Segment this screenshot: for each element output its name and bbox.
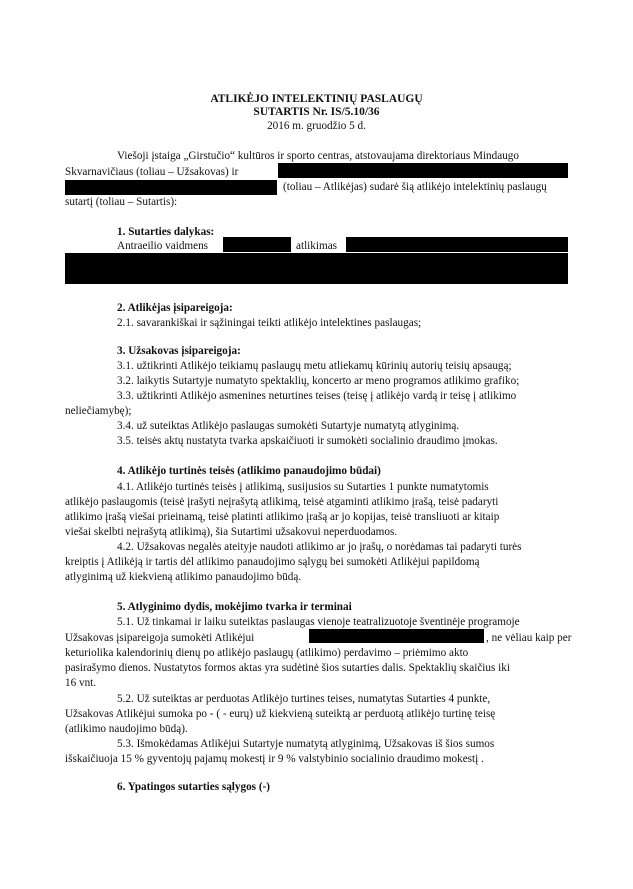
section-5-2-line-1: 5.2. Už suteiktas ar perduotas Atlikėjo turtines teises, numatytas Sutarties 4 punkte, [117, 693, 491, 705]
section-4-1-line-1: 4.1. Atlikėjo turtinės teisės į atlikimą, susijusios su Sutarties 1 punkte numatytomis [117, 481, 489, 493]
section-2-item-1: 2.1. savarankiškai ir sąžiningai teikti atlikėjo intelektines paslaugas; [117, 317, 422, 329]
section-4-2-line-3: atlyginimą už kiekvieną atlikimo panaudojimo būdą. [65, 571, 302, 583]
section-4-2-line-2: kreiptis į Atlikėją ir tartis dėl atlikimo panaudojimo sąlygų bei sumokėti Atlikėjui papildomą [65, 556, 480, 568]
intro-line-4: sutartį (toliau – Sutartis): [65, 196, 178, 208]
section-3-item-5: 3.5. teisės aktų nustatyta tvarka apskaičiuoti ir sumokėti socialinio draudimo įmokas. [117, 435, 498, 447]
section-3-item-3-cont: neliečiamybę); [65, 405, 132, 417]
section-4-heading: 4. Atlikėjo turtinės teisės (atlikimo panaudojimo būdai) [117, 465, 381, 477]
section-4-1-line-3: atlikimo įrašą viešai prieinamą, teisė platinti atlikimo įrašą ar jo kopijas, teisė transliuoti ar kitaip [65, 511, 500, 523]
section-5-1-line-4: pasirašymo dienos. Nustatytos formos aktas yra sudėtinė šios sutarties dalis. Spektaklių skaičius iki [65, 662, 510, 674]
section-3-heading: 3. Užsakovas įsipareigoja: [117, 345, 241, 357]
section-5-3-line-2: išskaičiuoja 15 % gyventojų pajamų mokestį ir 9 % valstybinio socialinio draudimo mokestį . [65, 753, 484, 765]
section-1-text-b: atlikimas [296, 240, 338, 252]
intro-line-1: Viešoji įstaiga „Girstučio“ kultūros ir sporto centras, atstovaujama direktoriaus Mindaugo [117, 150, 519, 162]
section-3-item-1: 3.1. užtikrinti Atlikėjo teikiamų paslaugų metu atliekamų kūrinių autorių teisių apsaugą; [117, 360, 512, 372]
section-5-1-line-2a: Užsakovas įsipareigoja sumokėti Atlikėjui [65, 632, 255, 644]
section-5-1-line-2b: , ne vėliau kaip per [486, 632, 572, 644]
contract-title: ATLIKĖJO INTELEKTINIŲ PASLAUGŲ [210, 93, 423, 105]
redaction-block [346, 237, 568, 252]
redaction-block [65, 253, 568, 284]
section-4-2-line-1: 4.2. Užsakovas negalės ateityje naudoti atlikimo ar jo įrašų, o norėdamas tai padaryti turės [117, 541, 522, 553]
section-5-3-line-1: 5.3. Išmokėdamas Atlikėjui Sutartyje numatytą atlyginimą, Užsakovas iš šios sumos [117, 738, 495, 750]
section-5-1-line-1: 5.1. Už tinkamai ir laiku suteiktas paslaugas vienoje teatralizuotoje šventinėje programoje [117, 616, 520, 628]
section-3-item-2: 3.2. laikytis Sutartyje numatyto spektaklių, koncerto ar meno programos atlikimo grafiko; [117, 375, 520, 387]
intro-line-2: Skvarnavičiaus (toliau – Užsakovas) ir [65, 166, 239, 178]
section-5-2-line-3: (atlikimo naudojimo būdą). [65, 723, 188, 735]
redaction-block [309, 629, 484, 643]
section-3-item-4: 3.4. už suteiktas Atlikėjo paslaugas sumokėti Sutartyje numatytą atlyginimą. [117, 420, 460, 432]
section-5-1-line-5: 16 vnt. [65, 677, 97, 689]
section-4-1-line-4: viešai skelbti neįrašytą atlikimą), šia Sutartimi užsakovui neperduodamos. [65, 526, 398, 538]
section-5-1-line-3: keturiolika kalendorinių dienų po atlikėjo paslaugų (atlikimo) perdavimo – priėmimo akto [65, 647, 469, 659]
section-4-1-line-2: atlikėjo paslaugomis (teisė įrašyti neįrašytą atlikimą, teisė atgaminti atlikimo įrašą, teisė padaryti [65, 496, 499, 508]
redaction-block [223, 237, 291, 252]
redaction-block [65, 180, 277, 195]
section-5-2-line-2: Užsakovas Atlikėjui sumoka po - ( - eurų) už kiekvieną suteiktą ar perduotą atlikėjo turtinę teisę [65, 708, 496, 720]
section-1-text-a: Antraeilio vaidmens [117, 240, 209, 252]
contract-date: 2016 m. gruodžio 5 d. [267, 120, 366, 132]
redaction-block [278, 163, 568, 178]
section-3-item-3: 3.3. užtikrinti Atlikėjo asmenines neturtines teises (teisę į atlikėjo vardą ir teisę į atlikimo [117, 390, 517, 402]
contract-number: SUTARTIS Nr. IS/5.10/36 [253, 106, 380, 118]
section-2-heading: 2. Atlikėjas įsipareigoja: [117, 302, 233, 314]
section-6-heading: 6. Ypatingos sutarties sąlygos (-) [117, 781, 271, 793]
section-1-heading: 1. Sutarties dalykas: [117, 226, 215, 238]
section-5-heading: 5. Atlyginimo dydis, mokėjimo tvarka ir terminai [117, 601, 352, 613]
intro-line-3: (toliau – Atlikėjas) sudarė šią atlikėjo intelektinių paslaugų [283, 181, 547, 193]
